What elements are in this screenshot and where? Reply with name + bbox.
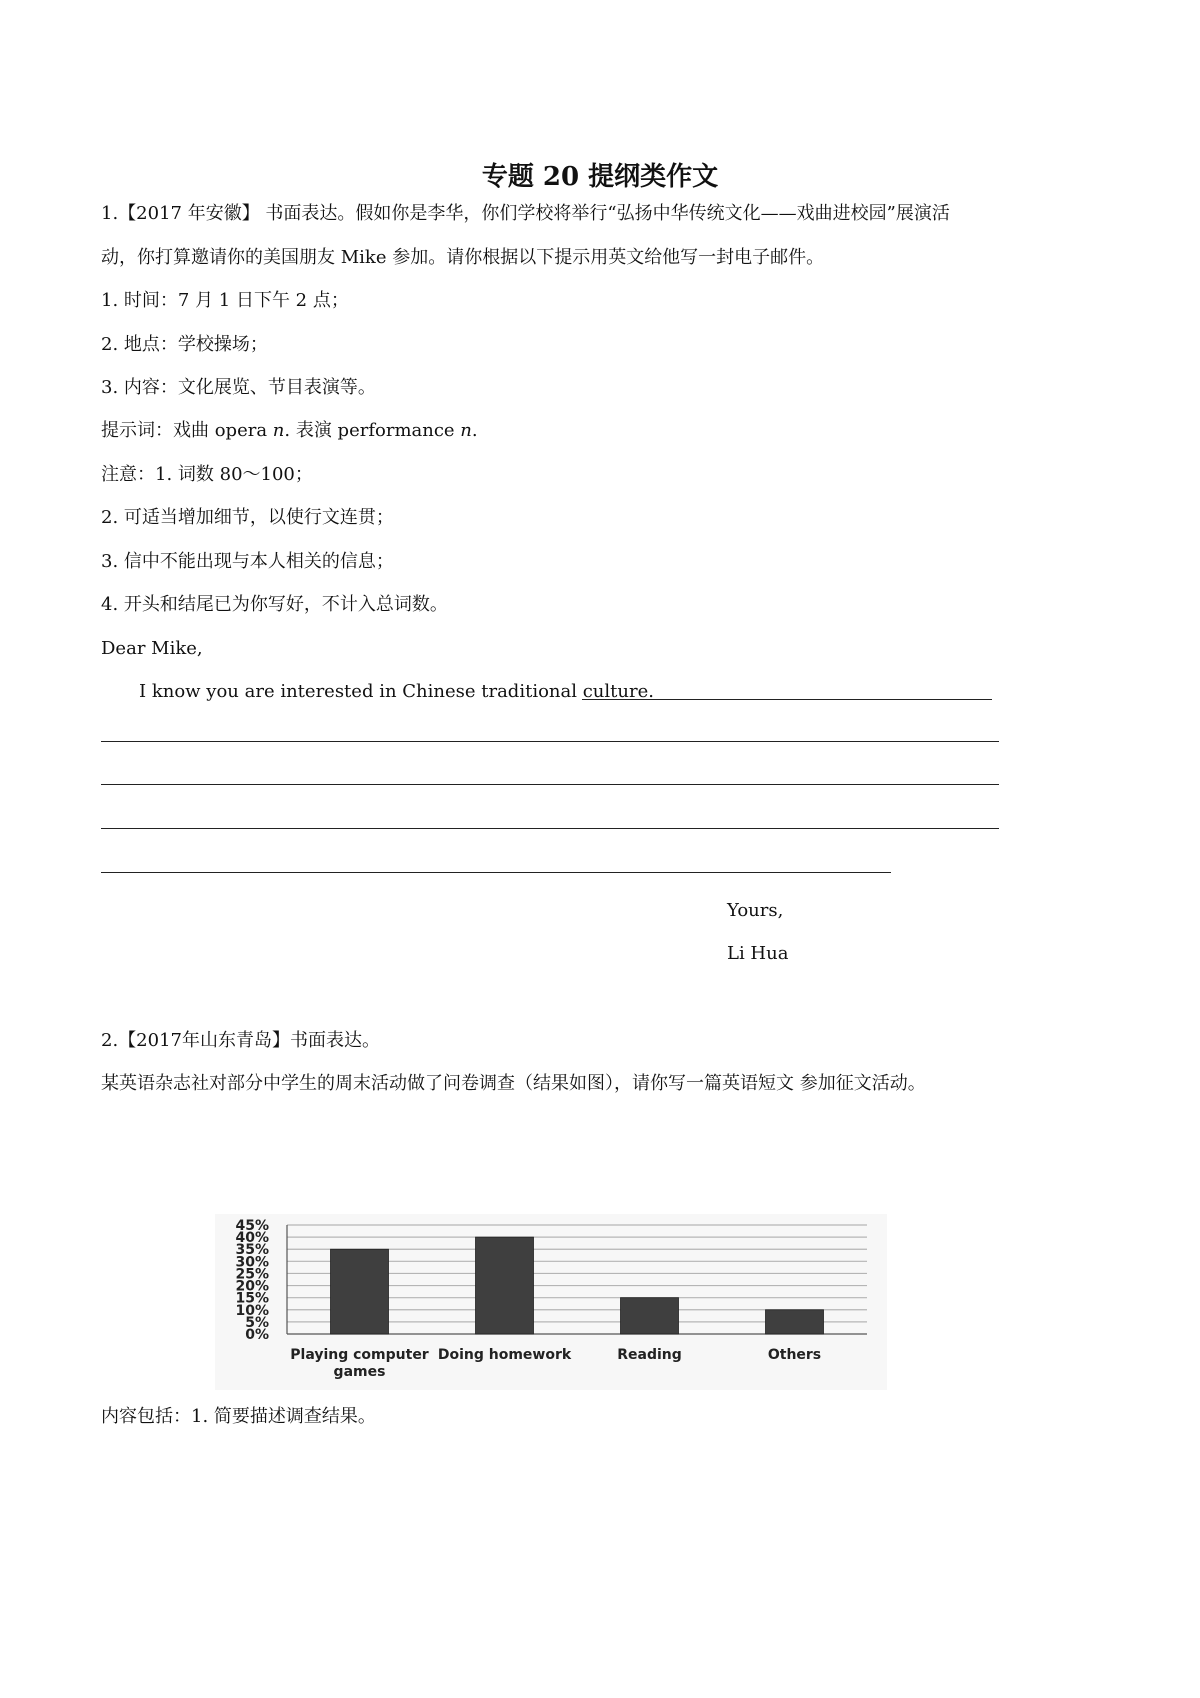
q1-point-time: 1. 时间：7 月 1 日下午 2 点； (101, 290, 349, 311)
chart-background (215, 1214, 887, 1390)
letter-closing: Yours, (727, 900, 784, 921)
y-tick-label: 20% (235, 1278, 269, 1295)
letter-salutation: Dear Mike, (101, 638, 203, 659)
x-category-label: Doing homework (437, 1347, 572, 1363)
y-tick-label: 0% (245, 1327, 269, 1343)
bar-others (766, 1310, 824, 1334)
y-tick-label: 10% (235, 1302, 269, 1319)
letter-first-sentence: I know you are interested in Chinese traditional culture. (139, 681, 654, 702)
answer-line-2[interactable] (101, 741, 999, 742)
hint-prefix: 提示词：戏曲 opera (101, 420, 273, 441)
q1-point-place: 2. 地点：学校操场； (101, 334, 268, 355)
hint-end: . (471, 420, 478, 441)
answer-line-4[interactable] (101, 828, 999, 829)
q1-note-1: 注意：1. 词数 80～100； (101, 464, 313, 485)
q1-intro-line2: 动，你打算邀请你的美国朋友 Mike 参加。请你根据以下提示用英文给他写一封电子邮件。 (101, 247, 825, 268)
bar-reading (621, 1298, 679, 1334)
q1-note-4: 4. 开头和结尾已为你写好，不计入总词数。 (101, 594, 448, 615)
bar-doing-homework (476, 1237, 534, 1334)
y-tick-label: 40% (235, 1230, 269, 1247)
page-title: 专题 20 提纲类作文 (481, 162, 719, 192)
y-tick-label: 45% (235, 1218, 269, 1234)
hint-pos-2: n (460, 420, 472, 441)
hint-mid: . 表演 performance (284, 420, 461, 441)
q2-intro: 某英语杂志社对部分中学生的周末活动做了问卷调查（结果如图），请你写一篇英语短文 参加征文活动。 (101, 1073, 926, 1094)
weekend-activities-bar-chart (215, 1214, 887, 1390)
answer-line-3[interactable] (101, 784, 999, 785)
q1-note-3: 3. 信中不能出现与本人相关的信息； (101, 551, 394, 572)
answer-line-5[interactable] (101, 872, 891, 873)
y-tick-label: 25% (235, 1266, 269, 1283)
q1-note-2: 2. 可适当增加细节，以使行文连贯； (101, 507, 394, 528)
x-category-label: games (333, 1364, 386, 1380)
q1-point-content: 3. 内容：文化展览、节目表演等。 (101, 377, 376, 398)
bar-playing-computer-games (331, 1249, 389, 1334)
x-category-label: Reading (617, 1347, 682, 1363)
letter-signature: Li Hua (727, 943, 789, 964)
hint-pos-1: n (272, 420, 285, 441)
y-tick-label: 15% (235, 1290, 269, 1307)
answer-line-1[interactable] (582, 699, 992, 700)
y-tick-label: 35% (235, 1242, 269, 1259)
y-tick-label: 5% (245, 1314, 269, 1331)
q1-intro-line1: 1.【2017 年安徽】 书面表达。假如你是李华，你们学校将举行“弘扬中华传统文化——戏曲进校园”展演活 (101, 203, 950, 224)
q1-hint-words (101, 419, 478, 443)
x-category-label: Others (767, 1347, 822, 1363)
q2-heading: 2.【2017年山东青岛】书面表达。 (101, 1030, 380, 1051)
x-category-label: Playing computer (290, 1347, 429, 1363)
y-tick-label: 30% (235, 1254, 269, 1271)
q2-content: 内容包括：1. 简要描述调查结果。 (101, 1406, 376, 1427)
